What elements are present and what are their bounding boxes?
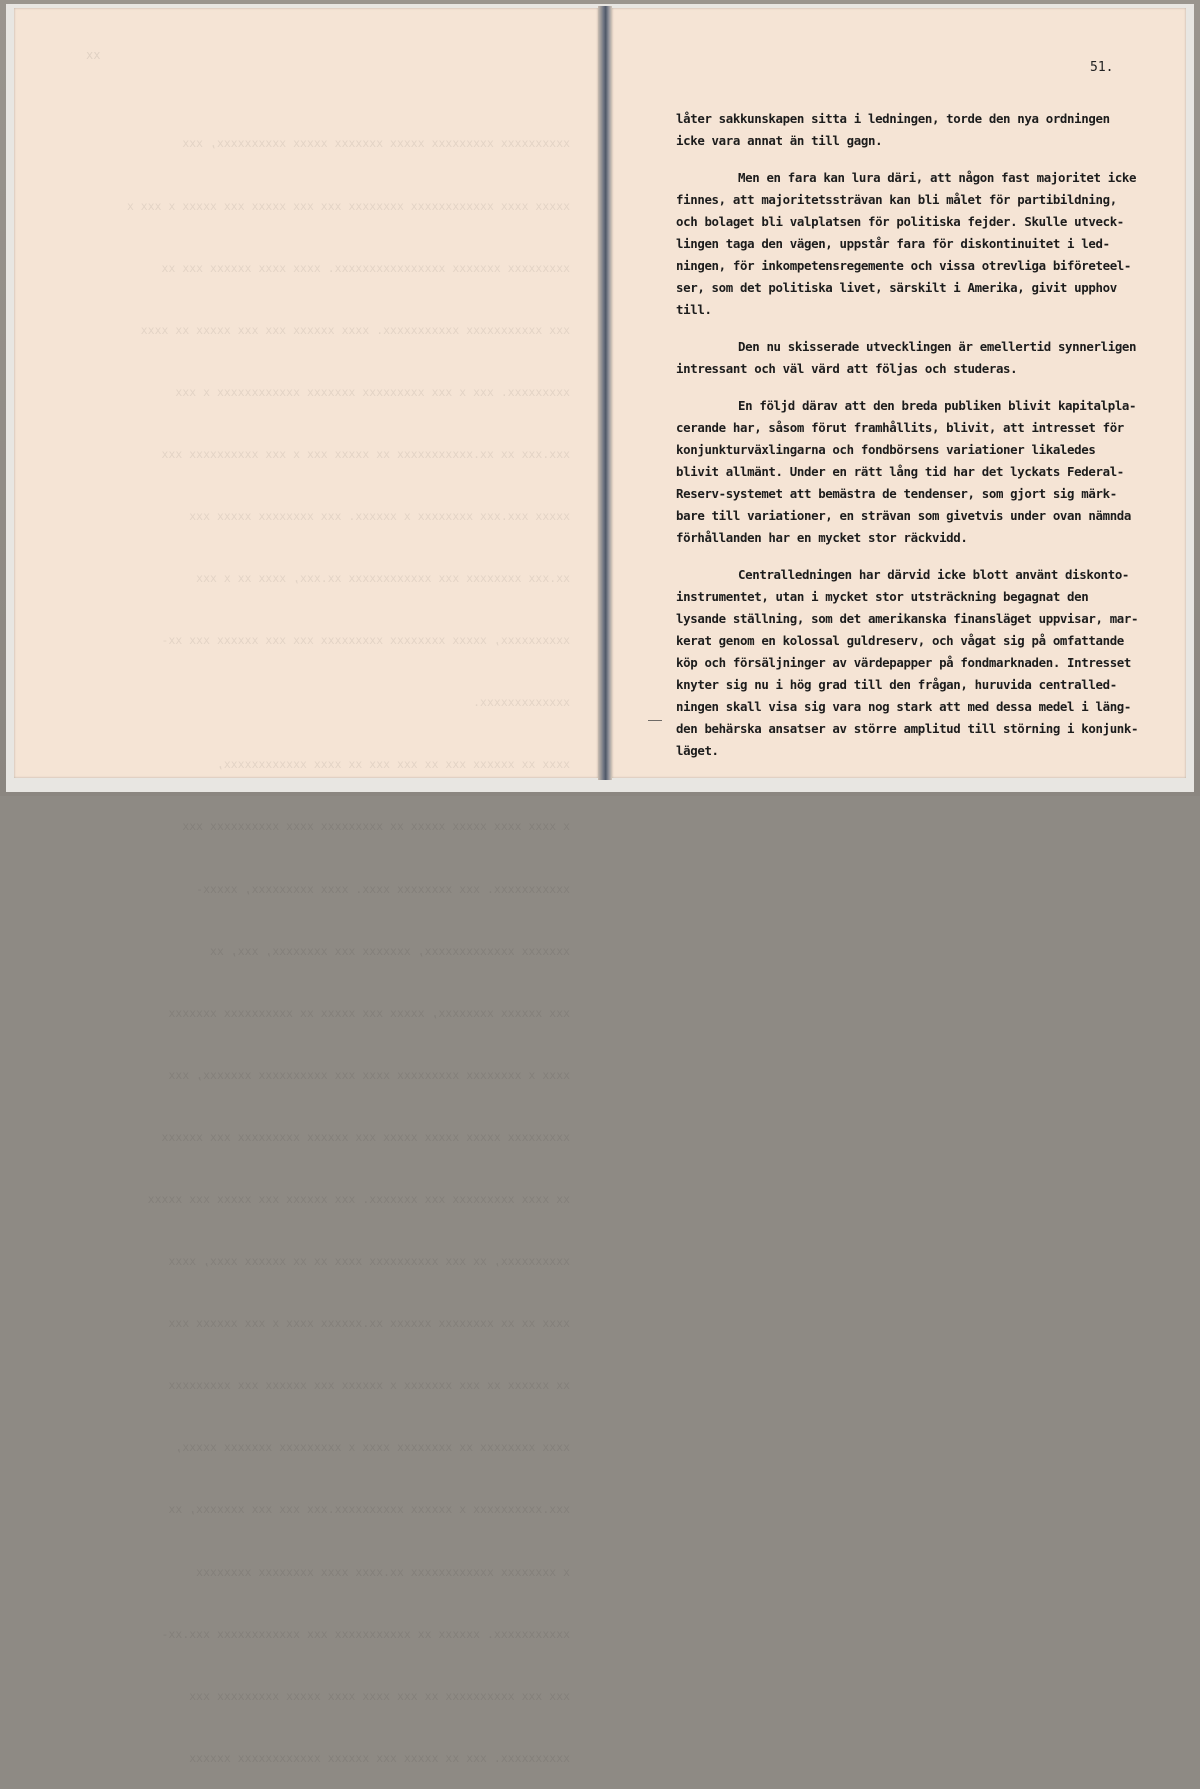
text-line: instrumentet, utan i mycket stor utsträckning begagnat den xyxy=(676,589,1089,604)
text-line: knyter sig nu i hög grad till den frågan, huruvida centralled- xyxy=(676,677,1117,692)
text-line: och bolaget bli valplatsen för politiska fejder. Skulle utveck- xyxy=(676,214,1124,229)
text-line: cerande har, såsom förut framhållits, blivit, att intresset för xyxy=(676,420,1124,435)
text-line: kerat genom en kolossal guldreserv, och vågat sig på omfattande xyxy=(676,633,1124,648)
page-mark xyxy=(648,720,662,721)
text-line: finnes, att majoritetssträvan kan bli målet för partibildning, xyxy=(676,192,1117,207)
paragraph xyxy=(676,167,1136,321)
text-line: konjunkturväxlingarna och fondbörsens variationer likaledes xyxy=(676,442,1096,457)
text-line: förhållanden har en mycket stor räckvidd. xyxy=(676,530,968,545)
text-line: Reserv-systemet att bemästra de tendenser, som gjort sig märk- xyxy=(676,486,1117,501)
text-line: Den nu skisserade utvecklingen är emellertid synnerligen xyxy=(738,339,1137,354)
text-line: Centralledningen har därvid icke blott använt diskonto- xyxy=(738,567,1130,582)
text-line: lysande ställning, som det amerikanska finansläget uppvisar, mar- xyxy=(676,611,1139,626)
text-line: blivit allmänt. Under en rätt lång tid har det lyckats Federal- xyxy=(676,464,1124,479)
paragraph xyxy=(676,336,1136,380)
paragraph xyxy=(676,395,1136,549)
text-line: intressant och väl värd att följas och studeras. xyxy=(676,361,1018,376)
text-line: till. xyxy=(676,302,712,317)
text-line: ser, som det politiska livet, särskilt i Amerika, givit upphov xyxy=(676,280,1117,295)
text-line: läget. xyxy=(676,743,719,758)
text-line: En följd därav att den breda publiken blivit kapitalpla- xyxy=(738,398,1137,413)
text-line: låter sakkunskapen sitta i ledningen, torde den nya ordningen xyxy=(676,111,1110,126)
text-line: ningen, för inkompetensregemente och vissa otrevliga biföreteel- xyxy=(676,258,1132,273)
text-line: bare till variationer, en strävan som givetvis under ovan nämnda xyxy=(676,508,1132,523)
bleed-through-text: xxxxxxxxxx xxxxxxxxx xxxxx xxxxxxx xxxxx xxxxxxxxxx, xxx xxxxx xxxx xxxxxxxxxxxx xxxxxxxx xxx xxx xxxxx xxx xxxxx x xxx x xxxxxxxxx xxxxxxx xxxxxxxxxxxxxxxx. xxxx xxxx xxxxxx xxx xx xxx xxxxxxxxxxx xxxxxxxxxxx. xxxx xxxxxx xxx xxx xxxxx xx xxxx xxxxxxxxx. xxx x xxx xxxxxxxxx xxxxxxx xxxxxxxxxxxx x xxx xxx.xxx xx xx.xxxxxxxxxxx xx xxxxx xxx x xxx xxxxxxxxxx xxx xxxxx xxx.xxx xxxxxxxx x xxxxxx. xxx xxxxxxxx xxxxx xxx xx.xxx xxxxxxxx xxx xxxxxxxxxxxx xx.xxx, xxxx xx x xxx xxxxxxxxxx, xxxxx xxxxxxxx xxxxxxxxx xxx xxx xxxxxx xxx xx- xxxxxxxxxxxxx. xxxx xx xxxxxx xxx xx xxx xxx xx xxxx xxxxxxxxxxxx, x xxxx xxxx xxxxx xxxxx xx xxxxxxxxx xxxx xxxxxxxxxx xxx xxxxxxxxxxx. xxx xxxxxxxx xxxx. xxxx xxxxxxxxx, xxxxx- xxxxxxx xxxxxxxxxxxxx, xxxxxxx xxx xxxxxxxx, xxx, xx xxx xxxxxx xxxxxxxx, xxxxx xxx xxxxx xx xxxxxxxxxx xxxxxxx xxxx x xxxxxxxx xxxxxxxxx xxxx xxx xxxxxxxxxx xxxxxxx, xxx xxxxxxxxx xxxxx xxxxx xxxxx xxx xxxxxx xxxxxxxxx xxx xxxxxx xx xxxx xxxxxxxxx xxx xxxxxxx. xxx xxxxxx xxx xxxxx xxx xxxxx xxxxxxxxxx, xx xxx xxxxxxxxxx xxxx xx xx xxxxxx xxxx, xxxx xxxx xx xx xxxxxxxx xxxxxx xx.xxxxxx xxxx x xxx xxxxxx xxx xx xxxxxx xx xxx xxxxxxx x xxxxxx xxx xxxxxx xxx xxxxxxxxx xxxx xxxxxxxx xx xxxxxxxx xxxx x xxxxxxxxx xxxxxxx xxxxx, xxx.xxxxxxxxxx x xxxxxx xxxxxxxxxx.xxx xxx xxx xxxxxxx, xx x xxxxxxxx xxxxxxxxxxxx xx.xxxx xxxx xxxxxxxx xxxxxxxx xxxxxxxxxxx. xxxxxx xx xxxxxxxxxxx xxx xxxxxxxxxxxx xxx.xx- xxx xxx xxxxxxxxxx xx xxx xxxx xxxx xxxxx xxxxxxxxx xxx xxxxxxxxxx. xxx xx xxxxx xxx xxxxxx xxxxxxxxxxxx xxxxxx xyxy=(126,136,570,1765)
text-line: ningen skall visa sig vara nog stark att med dessa medel i läng- xyxy=(676,699,1132,714)
paragraph xyxy=(676,108,1136,152)
body-text xyxy=(676,108,1139,762)
bleed-through-page-number: xx xyxy=(86,48,101,62)
text-line: den behärska ansatser av större amplitud till störning i konjunk- xyxy=(676,721,1139,736)
page-number: 51. xyxy=(1090,60,1114,75)
paragraph xyxy=(676,564,1139,762)
text-line: icke vara annat än till gagn. xyxy=(676,133,883,148)
text-line: lingen taga den vägen, uppstår fara för diskontinuitet i led- xyxy=(676,236,1110,251)
text-line: Men en fara kan lura däri, att någon fast majoritet icke xyxy=(738,170,1137,185)
text-line: köp och försäljninger av värdepapper på fondmarknaden. Intresset xyxy=(676,655,1132,670)
book-spine xyxy=(598,6,612,780)
